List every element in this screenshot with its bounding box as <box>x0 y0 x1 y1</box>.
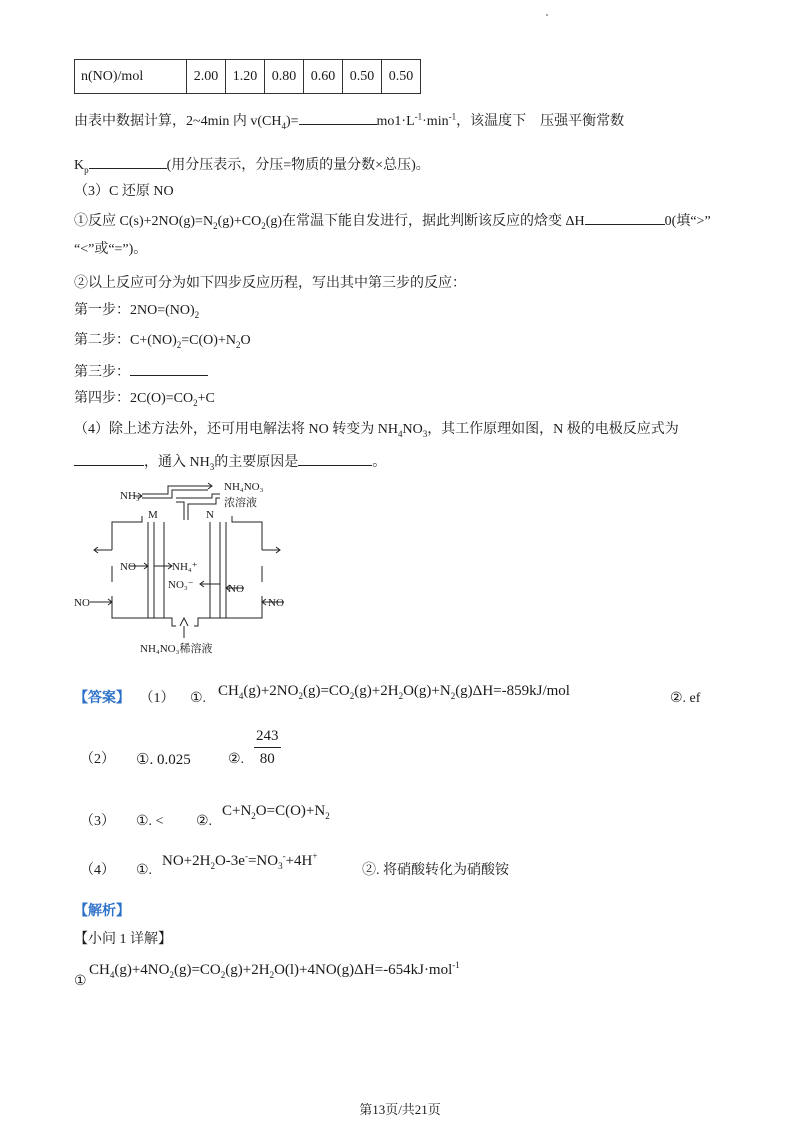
answer-4-part-b: ②. 将硝酸转化为硝酸铵 <box>362 863 509 878</box>
subscript: 3 <box>278 861 283 871</box>
table-cell: 0.80 <box>265 60 304 94</box>
answer-blank <box>89 154 167 169</box>
text-run: “<”或“=”)。 <box>74 242 148 257</box>
text-run: （4）除上述方法外，还可用电解法将 NO 转变为 NH <box>74 422 398 437</box>
answer-4-equation <box>162 851 317 871</box>
text-run: =C(O)+N <box>181 333 236 348</box>
text-run: (g)+2NO <box>243 683 299 699</box>
text-run: 。 <box>372 455 387 470</box>
answer-blank <box>299 110 377 125</box>
text-run: ，通入 NH <box>144 455 210 470</box>
table-cell: 1.20 <box>226 60 265 94</box>
text-run: )= <box>285 114 299 129</box>
text-run: O-3e <box>214 853 245 869</box>
answer-row-1 <box>74 689 175 709</box>
answer-2-part-b: ②. <box>228 752 245 767</box>
text-run: mo1·L <box>376 114 415 129</box>
text-run: 第一步：2NO=(NO) <box>74 303 195 318</box>
text-run: (g)=CO <box>302 683 350 699</box>
text-run: CH <box>89 962 110 978</box>
subscript: 2 <box>210 861 215 871</box>
text-run: 第三步： <box>74 365 130 380</box>
question-4 <box>74 420 679 440</box>
text-run: (g)+2H <box>225 962 270 978</box>
subquestion-1-title: 【小问 1 详解】 <box>74 932 172 947</box>
table-row <box>75 60 421 94</box>
no-outer-right-label: NO <box>268 597 284 609</box>
text-run: (g)+4NO <box>114 962 170 978</box>
table-cell: 0.50 <box>343 60 382 94</box>
reaction-step-3 <box>74 361 208 383</box>
text-run: 由表中数据计算，2~4min 内 v(CH <box>74 114 282 129</box>
answer-blank <box>298 451 372 466</box>
subscript: 2 <box>269 970 275 980</box>
text-run: ①反应 C(s)+2NO(g)=N <box>74 214 214 229</box>
answer-blank <box>130 361 208 376</box>
answer-2-part-a: ①. 0.025 <box>136 752 191 768</box>
question-4-cont <box>74 451 386 473</box>
question-2-kp <box>74 154 430 176</box>
answer-1-equation <box>218 681 570 701</box>
page-number-footer: 第13页/共21页 <box>359 1102 441 1117</box>
subscript: 2 <box>213 220 218 231</box>
answer-1-number: （1） <box>139 691 175 706</box>
reaction-step-1 <box>74 301 199 321</box>
subscript: 2 <box>261 220 266 231</box>
answer-blank <box>74 451 144 466</box>
answer-4-number: （4） <box>80 863 115 878</box>
text-run: K <box>74 158 85 173</box>
data-table <box>74 59 421 94</box>
text-run: (g)+CO <box>217 214 262 229</box>
nh4-ion-label: NH₄⁺ <box>172 561 198 573</box>
table-cell: 0.50 <box>382 60 421 94</box>
answer-2-number: （2） <box>80 752 115 767</box>
text-run: (g)+2H <box>354 683 399 699</box>
subscript: 4 <box>397 428 403 439</box>
subscript: p <box>84 164 89 175</box>
text-run: O=C(O)+N <box>255 803 326 819</box>
no3-ion-label: NO₃⁻ <box>168 579 194 591</box>
electrolysis-cell-diagram <box>72 476 302 658</box>
text-run: 的主要原因是 <box>214 455 299 470</box>
answer-3-part-a: ①. < <box>136 814 164 829</box>
subscript: 3 <box>422 428 428 439</box>
subscript: 4 <box>281 120 286 131</box>
subscript: 2 <box>325 811 330 821</box>
answer-tag: 【答案】 <box>74 691 130 706</box>
electrode-n-label: N <box>206 509 214 521</box>
answer-3-equation <box>222 801 330 821</box>
no-outer-left-label: NO <box>74 597 90 609</box>
answer-3-number: （3） <box>80 814 115 829</box>
reaction-step-2 <box>74 331 251 351</box>
superscript: - <box>282 851 286 861</box>
text-run: O(l)+4NO(g)ΔH=-654kJ·mol <box>274 962 453 978</box>
superscript: - <box>244 851 248 861</box>
subscript: 2 <box>251 811 256 821</box>
text-run: CH <box>218 683 239 699</box>
fraction-numerator: 243 <box>254 726 281 748</box>
text-run: (g)ΔH=-859kJ/mol <box>455 683 570 699</box>
text-run: 第二步：C+(NO) <box>74 333 177 348</box>
text-run: O <box>240 333 251 348</box>
text-run: ，其工作原理如图，N 极的电极反应式为 <box>427 422 679 437</box>
text-run: (用分压表示，分压=物质的量分数×总压)。 <box>166 158 430 173</box>
subscript: 2 <box>398 691 404 701</box>
subscript: 4 <box>238 691 244 701</box>
superscript: -1 <box>448 111 457 122</box>
answer-1-part-b: ②. ef <box>670 691 701 706</box>
question-3-part-1-cont <box>74 240 147 260</box>
text-run: 第四步：2C(O)=CO <box>74 391 194 406</box>
text-run: NO+2H <box>162 853 211 869</box>
fraction-denominator: 80 <box>259 751 275 767</box>
answer-4-part-a: ①. <box>136 863 153 878</box>
circled-number-marker: ① <box>74 974 87 989</box>
subscript: 2 <box>176 339 182 350</box>
analysis-equation <box>89 960 460 980</box>
reaction-step-4 <box>74 389 215 409</box>
subscript: 2 <box>193 397 198 408</box>
text-run: +4H <box>285 853 313 869</box>
scan-speck <box>546 14 548 16</box>
table-cell: 2.00 <box>187 60 226 94</box>
nh4no3-outlet-label: NH₄NO₃ <box>224 481 264 493</box>
text-run: ，该温度下 压强平衡常数 <box>456 114 625 129</box>
no-inner-left-label: NO <box>120 561 136 573</box>
subscript: 2 <box>298 691 303 701</box>
subscript: 2 <box>194 309 200 320</box>
answer-blank <box>585 210 665 225</box>
question-2-calc <box>74 110 624 132</box>
text-run: +C <box>197 391 215 406</box>
subscript: 3 <box>209 461 215 472</box>
dilute-solution-label: NH₄NO₃稀溶液 <box>140 643 213 655</box>
text-run: (g)=CO <box>173 962 221 978</box>
text-run: 0(填“>” <box>664 214 711 229</box>
question-3-part-1 <box>74 210 711 232</box>
answer-2-fraction <box>254 726 281 769</box>
question-3-part-2 <box>74 274 466 294</box>
subscript: 2 <box>349 691 355 701</box>
concentrated-solution-label: 浓溶液 <box>224 497 257 509</box>
text-run: O(g)+N <box>403 683 451 699</box>
text-run: C+N <box>222 803 252 819</box>
subscript: 2 <box>450 691 456 701</box>
superscript: -1 <box>452 960 460 970</box>
table-cell: 0.60 <box>304 60 343 94</box>
table-header-cell: n(NO)/mol <box>75 60 187 94</box>
answer-1-part-a: ①. <box>190 691 207 706</box>
subscript: 4 <box>109 970 115 980</box>
text-run: （3）C 还原 NO <box>74 184 174 199</box>
text-run: ②以上反应可分为如下四步反应历程，写出其中第三步的反应： <box>74 276 466 291</box>
analysis-tag: 【解析】 <box>74 904 130 919</box>
no-inner-right-label: NO <box>228 583 244 595</box>
answer-3-part-b: ②. <box>196 814 213 829</box>
subscript: 2 <box>220 970 226 980</box>
question-3-title <box>74 182 174 202</box>
nh3-inlet-label: NH₃ <box>120 490 140 502</box>
superscript: + <box>312 851 318 861</box>
text-run: ·min <box>422 114 449 129</box>
subscript: 2 <box>169 970 174 980</box>
subscript: 2 <box>235 339 241 350</box>
text-run: NO <box>402 422 423 437</box>
text-run: (g)在常温下能自发进行，据此判断该反应的焓变 ΔH <box>265 214 585 229</box>
text-run: =NO <box>247 853 279 869</box>
electrode-m-label: M <box>148 509 158 521</box>
superscript: -1 <box>414 111 423 122</box>
